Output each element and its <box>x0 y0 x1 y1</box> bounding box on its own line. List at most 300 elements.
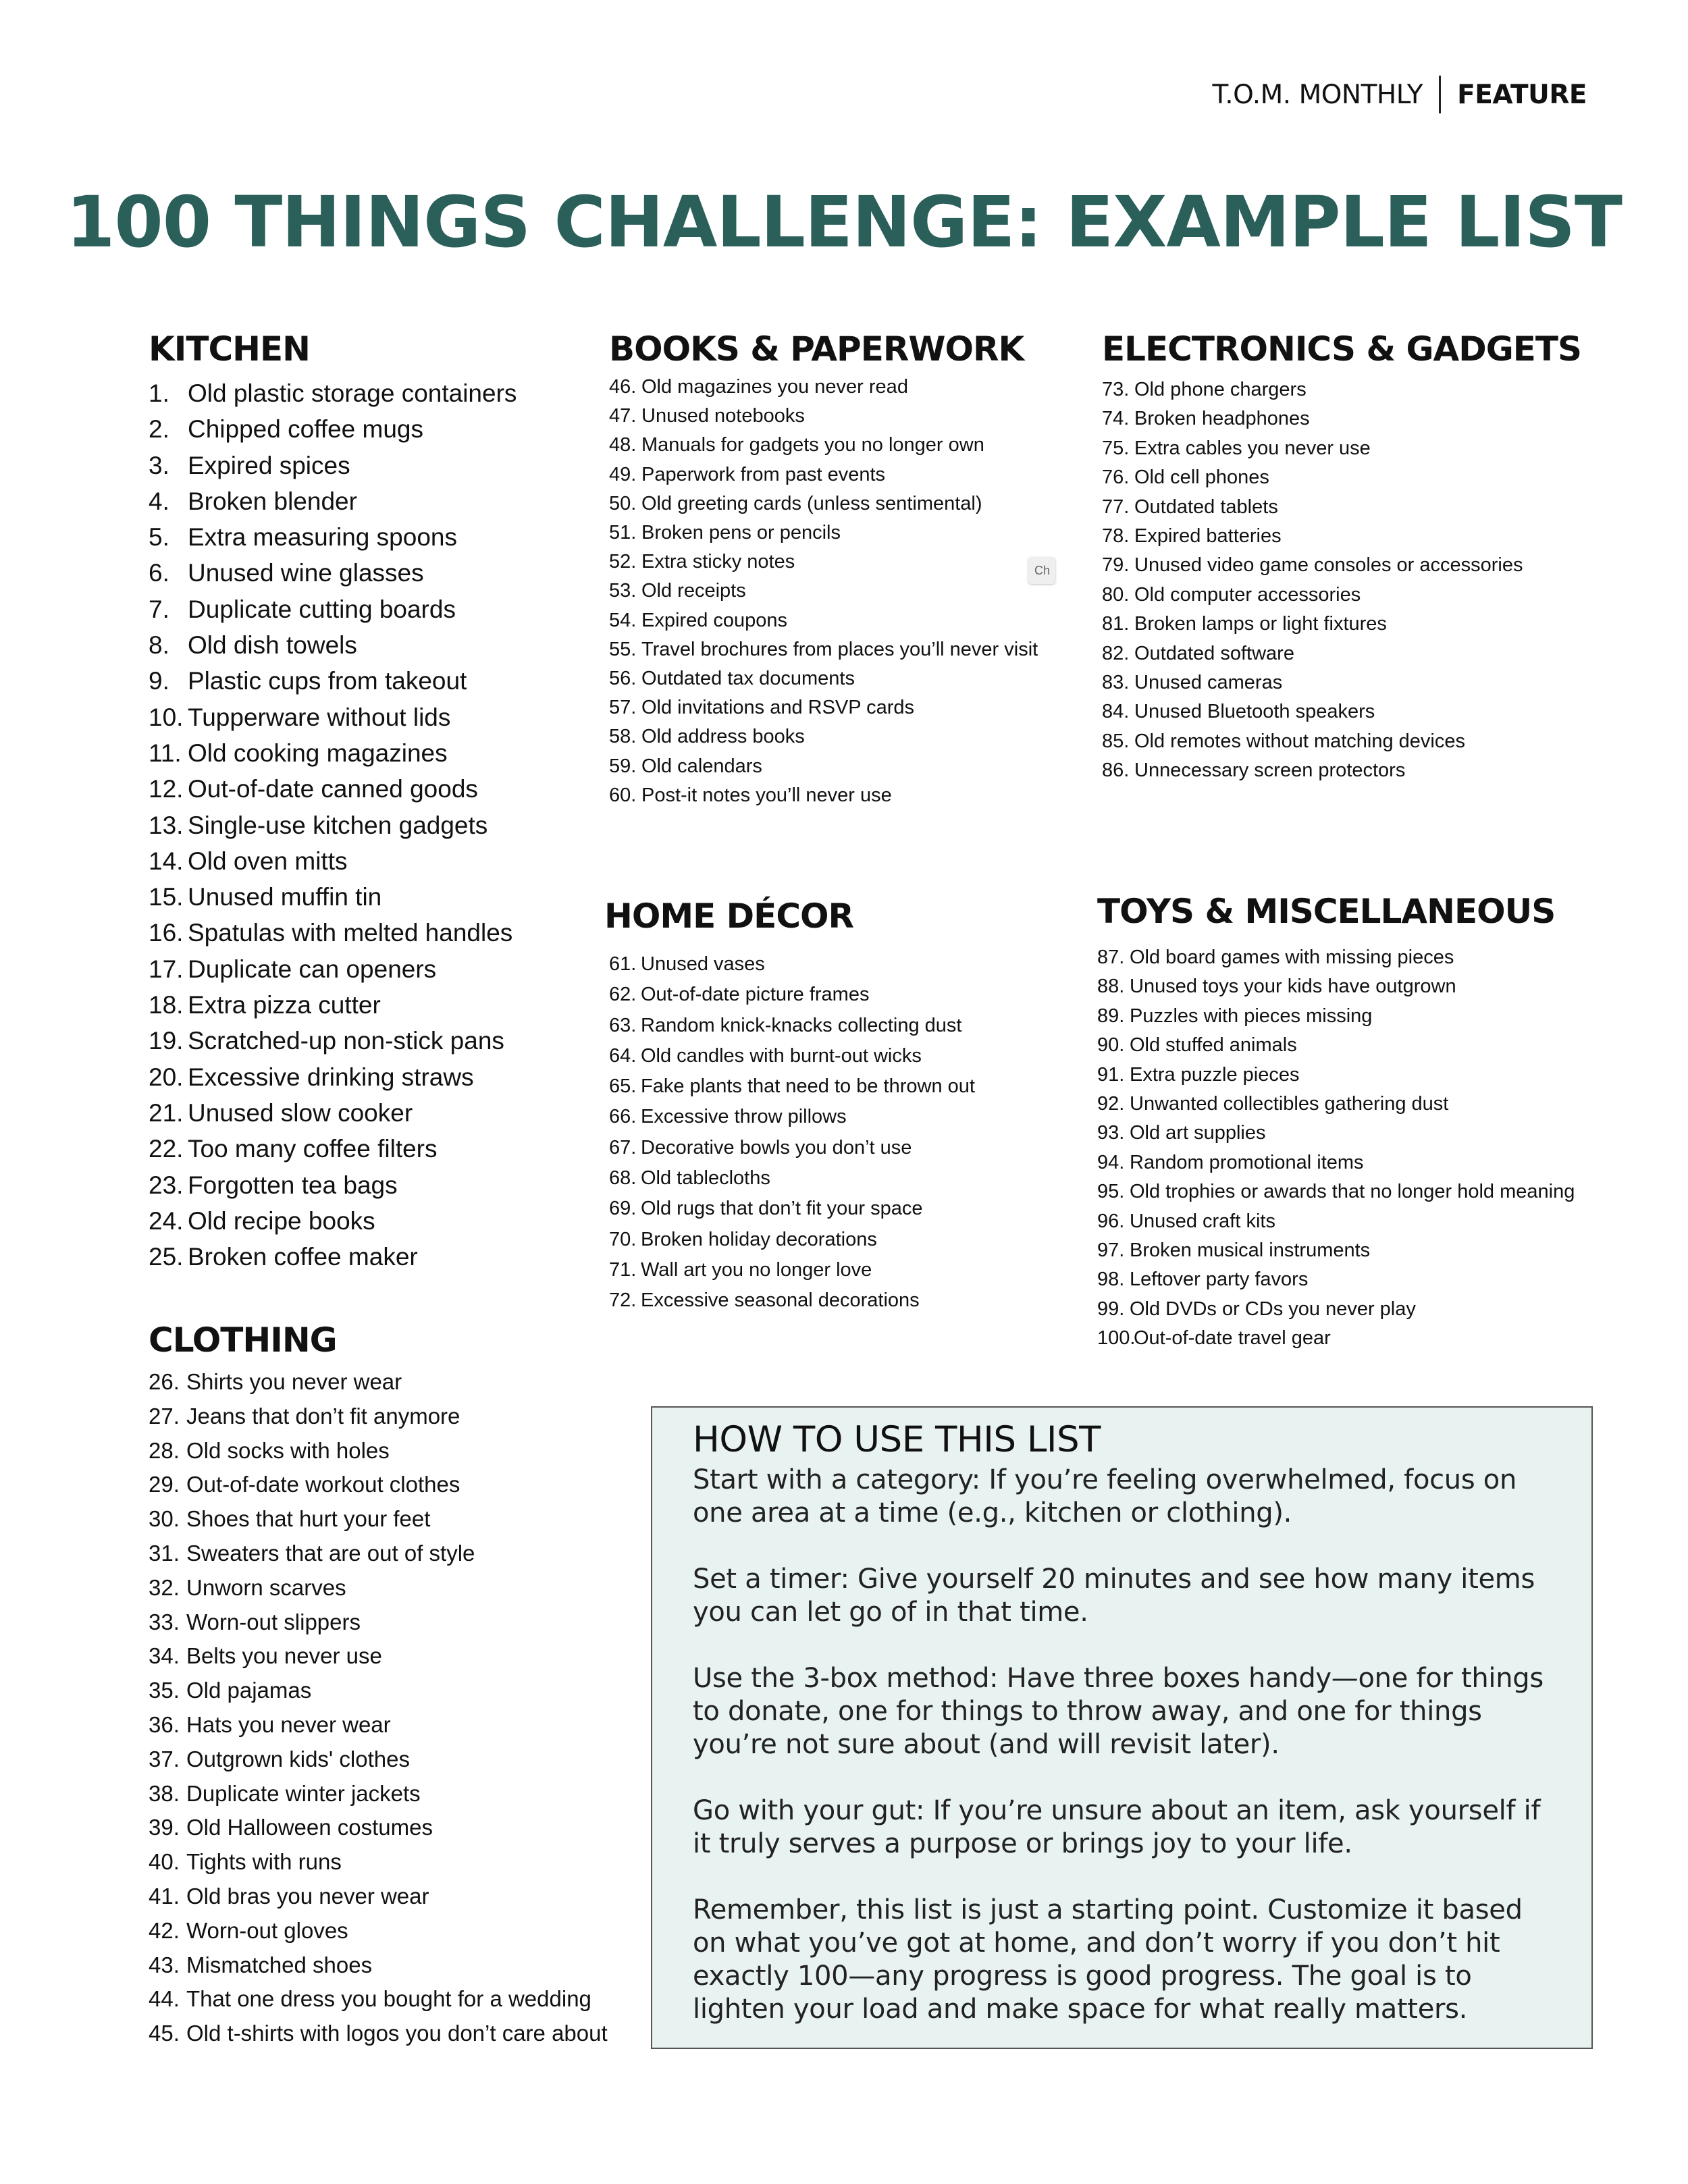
item-number: 46. <box>609 376 637 398</box>
list-item <box>149 627 517 663</box>
list-item <box>149 951 517 987</box>
item-text: Old trophies or awards that no longer hold meaning <box>1130 1181 1575 1203</box>
item-number: 35. <box>149 1678 180 1703</box>
item-text: Wall art you no longer love <box>641 1258 872 1281</box>
list-item <box>1102 639 1581 668</box>
list-item <box>1097 1177 1575 1206</box>
item-text: Old computer accessories <box>1134 583 1361 606</box>
item-number: 65. <box>609 1075 637 1098</box>
list-item <box>1102 522 1581 551</box>
item-text: Unused cameras <box>1134 672 1283 694</box>
list-item <box>1102 404 1581 433</box>
how-to-heading: HOW TO USE THIS LIST <box>693 1419 1101 1460</box>
item-text: Paperwork from past events <box>641 463 886 485</box>
item-text: Broken coffee maker <box>188 1243 418 1271</box>
how-to-paragraph: Set a timer: Give yourself 20 minutes and see how many items you can let go of in that time. <box>693 1563 1535 1628</box>
item-text: Extra measuring spoons <box>188 523 457 552</box>
list-item <box>604 1071 975 1102</box>
item-text: Old remotes without matching devices <box>1134 730 1465 752</box>
list-item <box>604 1194 975 1224</box>
item-number: 19. <box>149 1027 184 1055</box>
item-number: 55. <box>609 638 637 660</box>
item-number: 47. <box>609 405 637 427</box>
item-text: Excessive throw pillows <box>641 1106 847 1128</box>
item-text: Duplicate winter jackets <box>186 1780 421 1806</box>
item-number: 30. <box>149 1506 180 1532</box>
item-text: Extra cables you never use <box>1134 437 1371 459</box>
item-text: Belts you never use <box>186 1643 382 1669</box>
item-text: Worn-out gloves <box>186 1917 348 1943</box>
list-item <box>149 591 517 627</box>
item-number: 74. <box>1102 408 1130 430</box>
item-text: Old dish towels <box>188 631 357 660</box>
list-item <box>604 1163 975 1194</box>
item-number: 5. <box>149 523 169 552</box>
item-text: Unused wine glasses <box>188 559 424 587</box>
item-number: 26. <box>149 1369 180 1394</box>
item-number: 97. <box>1097 1240 1125 1262</box>
item-text: Unused Bluetooth speakers <box>1134 701 1375 723</box>
item-text: Single-use kitchen gadgets <box>188 811 488 839</box>
list-item <box>604 1285 975 1316</box>
item-number: 77. <box>1102 496 1130 518</box>
item-number: 64. <box>609 1044 637 1067</box>
list-item <box>149 375 517 411</box>
list-item <box>149 1468 608 1502</box>
item-number: 43. <box>149 1952 180 1977</box>
item-text: Outdated software <box>1134 642 1294 664</box>
item-text: Spatulas with melted handles <box>188 919 513 947</box>
list-item <box>604 1225 975 1255</box>
item-text: Extra pizza cutter <box>188 991 381 1019</box>
item-number: 15. <box>149 883 184 911</box>
item-text: Old cooking magazines <box>188 739 448 767</box>
item-text: Shoes that hurt your feet <box>186 1506 431 1532</box>
item-text: Old t-shirts with logos you don’t care about <box>186 2021 608 2046</box>
item-text: Broken pens or pencils <box>641 522 841 544</box>
item-text: Random knick-knacks collecting dust <box>641 1014 962 1036</box>
list-item <box>149 1948 608 1983</box>
item-text: Duplicate cutting boards <box>188 595 456 623</box>
category-home-decor <box>604 899 975 1316</box>
list-item <box>149 1537 608 1571</box>
list-item <box>609 373 1038 402</box>
item-number: 76. <box>1102 467 1130 489</box>
item-number: 85. <box>1102 730 1130 752</box>
list-item <box>609 722 1038 751</box>
item-text: Extra sticky notes <box>641 551 795 573</box>
item-text: Worn-out slippers <box>186 1609 361 1634</box>
list-item <box>149 1982 608 2017</box>
item-text: Old tablecloths <box>641 1167 770 1190</box>
item-text: Unused notebooks <box>641 405 805 427</box>
list-item <box>609 402 1038 431</box>
list-item <box>149 807 517 843</box>
how-to-paragraph: Go with your gut: If you’re unsure about an item, ask yourself if it truly serves a purpose or brings joy to your life. <box>693 1794 1541 1859</box>
item-number: 25. <box>149 1243 184 1271</box>
list-item <box>1102 668 1581 697</box>
item-number: 53. <box>609 580 637 602</box>
list-item <box>149 483 517 519</box>
item-text: Old invitations and RSVP cards <box>641 697 915 719</box>
item-number: 18. <box>149 991 184 1019</box>
list-item <box>1097 1090 1575 1119</box>
item-number: 59. <box>609 755 637 777</box>
list-item <box>604 1133 975 1163</box>
item-text: Old phone chargers <box>1134 379 1307 400</box>
item-number: 89. <box>1097 1005 1125 1027</box>
how-to-paragraph: Remember, this list is just a starting point. Customize it based on what you’ve got at home, and don’t worry if you don’t hit exactly 100—any progress is good progress. The goal is to lighten your load and make space for what really matters. <box>693 1894 1523 2025</box>
item-list <box>609 373 1038 810</box>
list-item <box>1097 1265 1575 1294</box>
page-title: 100 THINGS CHALLENGE: EXAMPLE LIST <box>66 181 1622 263</box>
list-item <box>1102 581 1581 610</box>
item-text: Scratched-up non-stick pans <box>188 1027 504 1055</box>
item-list <box>1102 375 1581 786</box>
item-text: Extra puzzle pieces <box>1130 1063 1300 1086</box>
item-number: 66. <box>609 1106 637 1128</box>
item-text: Mismatched shoes <box>186 1952 373 1977</box>
item-number: 24. <box>149 1206 184 1235</box>
list-item <box>149 771 517 807</box>
item-number: 62. <box>609 984 637 1006</box>
list-item <box>1097 1002 1575 1031</box>
how-to-paragraph: Start with a category: If you’re feeling overwhelmed, focus on one area at a time (e.g., kitchen or clothing). <box>693 1464 1517 1528</box>
item-number: 29. <box>149 1472 180 1497</box>
list-item <box>149 1880 608 1914</box>
list-item <box>1102 727 1581 756</box>
item-text: Broken blender <box>188 487 357 515</box>
list-item <box>149 1708 608 1742</box>
item-text: Old pajamas <box>186 1678 312 1703</box>
item-number: 75. <box>1102 437 1130 459</box>
list-item <box>149 1845 608 1880</box>
list-item <box>604 1102 975 1132</box>
list-item <box>609 693 1038 722</box>
item-number: 48. <box>609 434 637 456</box>
item-number: 80. <box>1102 583 1130 606</box>
list-item <box>1102 463 1581 492</box>
list-item <box>1097 1148 1575 1177</box>
category-books <box>609 329 1038 810</box>
item-number: 41. <box>149 1883 180 1909</box>
item-number: 17. <box>149 955 184 983</box>
item-number: 16. <box>149 919 184 947</box>
item-text: Duplicate can openers <box>188 955 437 983</box>
list-item <box>1102 697 1581 726</box>
item-number: 10. <box>149 703 184 731</box>
item-number: 92. <box>1097 1093 1125 1115</box>
item-text: Chipped coffee mugs <box>188 415 423 444</box>
item-number: 45. <box>149 2021 180 2046</box>
list-item <box>609 577 1038 606</box>
item-number: 99. <box>1097 1298 1125 1320</box>
list-item <box>149 915 517 951</box>
item-number: 36. <box>149 1711 180 1737</box>
item-list <box>149 375 517 1275</box>
item-text: Unused craft kits <box>1130 1210 1275 1232</box>
item-text: Random promotional items <box>1130 1151 1364 1173</box>
item-number: 88. <box>1097 976 1125 998</box>
item-number: 98. <box>1097 1269 1125 1291</box>
item-text: Old rugs that don’t fit your space <box>641 1198 923 1220</box>
item-number: 84. <box>1102 701 1130 723</box>
item-number: 73. <box>1102 379 1130 400</box>
list-item <box>609 460 1038 489</box>
item-text: Excessive seasonal decorations <box>641 1289 920 1312</box>
item-number: 54. <box>609 609 637 631</box>
item-number: 7. <box>149 595 169 623</box>
category-heading: KITCHEN <box>149 329 310 369</box>
item-number: 22. <box>149 1135 184 1163</box>
item-text: Post-it notes you’ll never use <box>641 784 892 806</box>
item-text: Unused video game consoles or accessories <box>1134 554 1523 577</box>
list-item <box>1097 1061 1575 1090</box>
list-item <box>149 1914 608 1948</box>
item-number: 21. <box>149 1098 184 1127</box>
item-number: 69. <box>609 1198 637 1220</box>
item-text: Broken holiday decorations <box>641 1228 877 1250</box>
item-number: 39. <box>149 1815 180 1840</box>
item-number: 91. <box>1097 1063 1125 1086</box>
list-item <box>1097 972 1575 1001</box>
item-text: Old DVDs or CDs you never play <box>1130 1298 1416 1320</box>
item-number: 52. <box>609 551 637 573</box>
item-text: Unused slow cooker <box>188 1098 413 1127</box>
item-number: 4. <box>149 487 169 515</box>
item-text: Old plastic storage containers <box>188 379 517 407</box>
list-item <box>604 1255 975 1285</box>
how-to-box <box>651 1406 1593 2049</box>
list-item <box>609 606 1038 635</box>
item-text: Old art supplies <box>1130 1122 1266 1144</box>
item-text: Broken headphones <box>1134 408 1310 430</box>
item-text: Excessive drinking straws <box>188 1063 474 1091</box>
list-item <box>149 1365 608 1400</box>
item-text: Old address books <box>641 726 805 748</box>
item-number: 27. <box>149 1403 180 1429</box>
list-item <box>609 489 1038 518</box>
item-text: Unnecessary screen protectors <box>1134 760 1406 782</box>
list-item <box>604 1011 975 1041</box>
item-text: Expired batteries <box>1134 525 1282 548</box>
list-item <box>1097 943 1575 972</box>
item-number: 1. <box>149 379 169 407</box>
list-item <box>609 635 1038 664</box>
list-item <box>609 752 1038 781</box>
category-heading: TOYS & MISCELLANEOUS <box>1097 892 1556 931</box>
item-number: 78. <box>1102 525 1130 548</box>
item-number: 100. <box>1097 1327 1136 1350</box>
item-text: Outdated tax documents <box>641 668 855 690</box>
item-text: Unused toys your kids have outgrown <box>1130 976 1456 998</box>
item-text: That one dress you bought for a wedding <box>186 1986 591 2012</box>
item-list <box>604 949 975 1316</box>
item-text: Broken lamps or light fixtures <box>1134 613 1387 635</box>
item-text: Out-of-date workout clothes <box>186 1472 460 1497</box>
item-text: Hats you never wear <box>186 1711 391 1737</box>
list-item <box>604 1041 975 1071</box>
item-number: 40. <box>149 1849 180 1875</box>
category-toys <box>1097 892 1575 1354</box>
list-item <box>1097 1119 1575 1148</box>
item-number: 90. <box>1097 1034 1125 1057</box>
item-text: Decorative bowls you don’t use <box>641 1136 912 1158</box>
item-number: 87. <box>1097 947 1125 968</box>
item-number: 79. <box>1102 554 1130 577</box>
item-number: 14. <box>149 847 184 875</box>
section-label: FEATURE <box>1457 79 1587 110</box>
item-number: 93. <box>1097 1122 1125 1144</box>
item-text: Plastic cups from takeout <box>188 667 467 695</box>
item-text: Out-of-date picture frames <box>641 984 870 1006</box>
item-number: 12. <box>149 775 184 803</box>
publication-name: T.O.M. MONTHLY <box>1212 79 1423 110</box>
masthead <box>1213 76 1587 113</box>
item-text: Old receipts <box>641 580 746 602</box>
list-item <box>1097 1031 1575 1060</box>
item-list <box>149 1365 608 2051</box>
list-item <box>149 1502 608 1537</box>
list-item <box>604 980 975 1010</box>
item-text: Old bras you never wear <box>186 1883 429 1909</box>
list-item <box>1102 493 1581 522</box>
list-item <box>149 1777 608 1811</box>
category-heading: ELECTRONICS & GADGETS <box>1102 329 1582 369</box>
item-text: Jeans that don’t fit anymore <box>186 1403 460 1429</box>
item-number: 60. <box>609 784 637 806</box>
list-item <box>1102 610 1581 639</box>
list-item <box>149 879 517 915</box>
item-text: Outgrown kids' clothes <box>186 1746 410 1772</box>
item-text: Out-of-date canned goods <box>188 775 478 803</box>
list-item <box>149 1605 608 1640</box>
category-electronics <box>1102 329 1582 786</box>
list-item <box>149 1639 608 1674</box>
item-number: 2. <box>149 415 169 444</box>
category-heading: CLOTHING <box>149 1321 337 1360</box>
item-number: 50. <box>609 492 637 514</box>
list-item <box>149 519 517 555</box>
item-text: Too many coffee filters <box>188 1135 438 1163</box>
item-text: Old Halloween costumes <box>186 1815 433 1840</box>
list-item <box>1102 756 1581 785</box>
item-number: 11. <box>149 739 182 767</box>
item-text: Old magazines you never read <box>641 376 908 398</box>
item-number: 31. <box>149 1540 180 1566</box>
item-number: 83. <box>1102 672 1130 694</box>
item-text: Old candles with burnt-out wicks <box>641 1044 922 1067</box>
list-item <box>149 1023 517 1059</box>
list-item <box>1097 1207 1575 1236</box>
list-item <box>149 699 517 735</box>
list-item <box>149 1131 517 1167</box>
item-text: Puzzles with pieces missing <box>1130 1005 1373 1027</box>
list-item <box>149 448 517 483</box>
item-text: Old board games with missing pieces <box>1130 947 1454 968</box>
item-text: Unused muffin tin <box>188 883 382 911</box>
item-text: Unworn scarves <box>186 1574 346 1600</box>
item-number: 61. <box>609 953 637 975</box>
list-item <box>1102 551 1581 580</box>
item-number: 96. <box>1097 1210 1125 1232</box>
item-number: 70. <box>609 1228 637 1250</box>
item-text: Old cell phones <box>1134 467 1269 489</box>
list-item <box>1102 434 1581 463</box>
list-item <box>604 949 975 980</box>
item-number: 86. <box>1102 760 1130 782</box>
item-text: Broken musical instruments <box>1130 1240 1371 1262</box>
masthead-divider <box>1439 76 1441 113</box>
list-item <box>149 411 517 447</box>
item-number: 58. <box>609 726 637 748</box>
item-number: 68. <box>609 1167 637 1190</box>
list-item <box>1102 375 1581 404</box>
how-to-paragraph: Use the 3-box method: Have three boxes handy—one for things to donate, one for things to throw away, and one for things you’re not sure about (and will revisit later). <box>693 1662 1544 1760</box>
item-text: Old greeting cards (unless sentimental) <box>641 492 982 514</box>
item-text: Shirts you never wear <box>186 1369 402 1394</box>
list-item <box>609 548 1038 577</box>
item-number: 81. <box>1102 613 1130 635</box>
item-text: Forgotten tea bags <box>188 1171 398 1199</box>
list-item <box>149 1167 517 1203</box>
list-item <box>149 663 517 699</box>
item-number: 13. <box>149 811 184 839</box>
item-number: 57. <box>609 697 637 719</box>
item-number: 71. <box>609 1258 637 1281</box>
category-heading: BOOKS & PAPERWORK <box>609 329 1024 369</box>
item-number: 37. <box>149 1746 180 1772</box>
item-text: Unused vases <box>641 953 765 975</box>
item-number: 42. <box>149 1917 180 1943</box>
list-item <box>1097 1295 1575 1324</box>
item-number: 23. <box>149 1171 184 1199</box>
item-number: 34. <box>149 1643 180 1669</box>
item-text: Travel brochures from places you’ll never visit <box>641 638 1038 660</box>
category-clothing <box>149 1323 608 2051</box>
item-number: 49. <box>609 463 637 485</box>
item-number: 28. <box>149 1437 180 1463</box>
list-item <box>149 1095 517 1131</box>
item-text: Old recipe books <box>188 1206 375 1235</box>
item-text: Old socks with holes <box>186 1437 390 1463</box>
item-text: Fake plants that need to be thrown out <box>641 1075 975 1098</box>
item-text: Old stuffed animals <box>1130 1034 1297 1057</box>
item-number: 32. <box>149 1574 180 1600</box>
item-text: Old calendars <box>641 755 762 777</box>
list-item <box>149 1434 608 1468</box>
item-number: 9. <box>149 667 169 695</box>
item-number: 38. <box>149 1780 180 1806</box>
list-item <box>149 1059 517 1095</box>
list-item <box>1097 1236 1575 1265</box>
list-item <box>149 1811 608 1845</box>
list-item <box>609 431 1038 460</box>
item-number: 6. <box>149 559 169 587</box>
item-text: Expired spices <box>188 451 350 479</box>
item-list <box>1097 943 1575 1354</box>
item-text: Expired coupons <box>641 609 788 631</box>
item-text: Out-of-date travel gear <box>1134 1327 1331 1350</box>
item-text: Leftover party favors <box>1130 1269 1309 1291</box>
item-number: 44. <box>149 1986 180 2012</box>
item-text: Unwanted collectibles gathering dust <box>1130 1093 1449 1115</box>
category-heading: HOME DÉCOR <box>604 897 854 936</box>
list-item <box>149 1674 608 1708</box>
item-text: Tupperware without lids <box>188 703 451 731</box>
list-item <box>149 1571 608 1605</box>
item-number: 82. <box>1102 642 1130 664</box>
